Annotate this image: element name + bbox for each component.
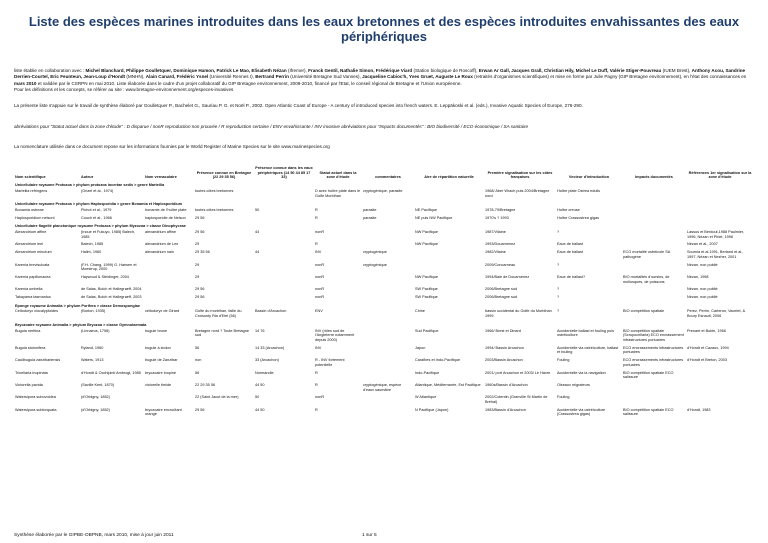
table-cell: 1994/Baie de Douarnenez (485, 274, 530, 279)
table-cell (414, 188, 484, 200)
table-cell: 1970's ? 1993 (485, 215, 509, 220)
intro-text: (Université Rennes I), (208, 74, 256, 80)
table-cell: NW Pacifique (415, 274, 439, 279)
taxon-group-row (14, 222, 754, 229)
table-cell: Balech, 1985 (81, 242, 104, 247)
table-cell: ENV (315, 309, 323, 314)
table-cell: N Pacifique (Japon) (415, 407, 449, 412)
table-cell (362, 370, 414, 382)
table-cell: 14 76 (255, 328, 265, 333)
species-name-cell: Watersipora subovoidea (15, 395, 56, 400)
table-cell: bugule de Zanzibar (145, 358, 178, 363)
table-cell: INV (315, 345, 322, 350)
table-cell: nonR (315, 287, 325, 292)
intro-text: (Université Bretagne Sud Vannes), (288, 74, 363, 80)
table-cell: Couch et al., 1966 (81, 215, 112, 220)
table-cell: BIO compétition spatiale ECO salissure (623, 407, 674, 417)
table-cell: 44 50 (255, 382, 265, 387)
table-cell: bryozoaire inopiné (145, 370, 177, 375)
table-cell: toutes côtes bretonnes (195, 188, 234, 193)
table-cell: W Atlantique (415, 395, 437, 400)
table-cell: 29 35 56 (195, 250, 210, 255)
table-cell: parasite (363, 207, 377, 212)
table-cell: D avec huître plate dans le Golfe Morbihan (315, 188, 361, 198)
table-cell: Accidentelle ballast et fouling puis ostréiculture (557, 328, 614, 338)
table-cell (686, 207, 754, 215)
table-cell: 29 56 (195, 215, 205, 220)
table-cell: (Burton, 1935) (81, 309, 106, 314)
column-header: Statut actuel dans la zone d'étude (319, 170, 357, 180)
table-cell: Pichot et al., 1979 (81, 207, 112, 212)
table-cell: Perez, Perrin, Carteron, Vacelet, & Boury Esnault, 2006 (687, 309, 746, 319)
table-cell: Ryland, 1960 (81, 345, 104, 350)
table-row (14, 394, 754, 406)
table-cell: (F.H. Chang, 1999) G. Hansen et Moestrup, 2000 (81, 262, 137, 272)
table-header-row (14, 166, 754, 181)
table-cell: cryptogénique, espèce d'eaux saumâtre (363, 382, 402, 392)
page-title: Liste des espèces marines introduites dans les eaux bretonnes et des espèces introduites envahissantes des eaux périphériques (28, 14, 740, 44)
table-row (14, 229, 754, 241)
table-cell: 1978-79/Bretagne (485, 207, 516, 212)
species-name-cell: Takayama tasmanica (15, 295, 51, 300)
table-cell (254, 241, 314, 249)
column-header: Nom vernaculaire (145, 175, 177, 180)
intro-text: (IUEM Brest), (661, 68, 692, 73)
table-cell: Nézan, non publié (687, 295, 718, 300)
column-header: Vecteur d'introduction (568, 175, 610, 180)
intro-website: Pour les définitions et les concepts, se référer au site : www.bretagne-environnement.org/especes-invasives (14, 86, 234, 92)
table-cell (362, 241, 414, 249)
table-cell: (Grizel et al., 1974) (81, 188, 114, 193)
table-cell: 44 (255, 250, 260, 255)
species-name-cell: Watersipora subtorquata (15, 407, 57, 412)
table-cell: NE Pacifique (415, 207, 437, 212)
table-row (14, 357, 754, 369)
table-cell: Lassus et Berdout,1988 Paulmier, 1996, Nézan et Piriet, 1996 (687, 230, 744, 239)
table-cell (144, 274, 194, 286)
column-header: Impacts documentés (635, 175, 673, 180)
table-cell: 29 (195, 262, 200, 267)
column-header: Nom scientifique (15, 175, 46, 180)
table-cell (144, 286, 194, 294)
column-header: Première signalisation sur les côtes françaises (487, 170, 553, 180)
table-cell (414, 262, 484, 274)
table-cell: NE puis NW Pacifique (415, 215, 453, 220)
table-cell (622, 382, 686, 394)
table-cell (622, 294, 686, 302)
table-cell: Accidentelle via la navigation (557, 370, 606, 375)
table-cell: Golfe du morbihan, faille du Croisonty Ria d'Etel (56) (195, 309, 242, 319)
table-row (14, 274, 754, 286)
table-row (14, 207, 754, 215)
table-cell: Eaux de ballast? (557, 274, 586, 279)
table-cell: 1968/ Aber Wrach puis 2004/Bretagne nord (485, 188, 550, 198)
table-cell: 29 56 (195, 230, 205, 235)
table-cell: ECO encrassements infrastructures portuaires (623, 345, 684, 355)
table-cell: Atlantique, Méditerranée, Est Pacifique (415, 382, 481, 387)
table-cell: Sud Pacifique (415, 328, 439, 333)
taxon-group-label: Unicellulaire royaume Protozoa > phylum protozoa incertae sedis > genre Marteilia (15, 183, 165, 188)
table-cell: Nézan, non publié (687, 287, 718, 292)
table-cell (144, 294, 194, 302)
table-row (14, 241, 754, 249)
species-name-cell: Karenia papilionacea (15, 274, 51, 279)
column-header: Références 1er signalisation sur la zone d'étude (688, 170, 752, 180)
table-cell: alexandrium de Lee (145, 242, 179, 247)
table-row (14, 294, 754, 302)
species-name-cell: Marteilia refringens (15, 188, 48, 193)
table-cell: alexandrium affine (145, 230, 176, 235)
table-cell (144, 394, 194, 406)
table-cell: bugule brune (145, 328, 168, 333)
table-row (14, 328, 754, 345)
table-cell: 1960s/Bassin d'Arcachon (485, 382, 528, 387)
taxon-group-label: Eponge royaume Animalia > phylum Porifera > classe Demospongiae (15, 303, 140, 308)
table-cell (686, 394, 754, 406)
table-cell: BIO mortalités d'oursins, de mollusques, de poissons (623, 274, 670, 284)
table-cell: 29 56 (195, 407, 205, 412)
table-cell: 29 56 (195, 287, 205, 292)
table-cell: Nézan et al., 2007 (687, 242, 718, 247)
table-cell: ? (557, 295, 560, 300)
intro-source: La présente liste s'appuie sur le travail de synthèse élaboré par Goulletquer P., Bachelet G., Sauriau P. G. et Noël P., 2002. Open Atlantic Coast of Europe - A century of introduced species into french waters. E. Leppäkoski et al. (eds.), Invasive Aquatic Species of Europe, 276-290. (14, 103, 583, 108)
table-cell: toutes côtes bretonnes (195, 207, 234, 212)
table-cell (686, 215, 754, 223)
footer-credit: Synthèse élaborée par le GIPBE-OBPNB, mars 2010, mise à jour juin 2011 (14, 533, 174, 538)
table-cell: bryozoaire encroûtant orange (145, 407, 182, 417)
table-cell: R (315, 242, 318, 247)
table-cell (254, 215, 314, 223)
intro-names: Franck Gentil, Nathalie Simon, Frédérique Viard (308, 68, 413, 73)
table-cell: Indo-Pacifique (415, 370, 440, 375)
intro-names: Anthony Acou, Sandrine Derrien-Courtel, Eric Feunteun, Jean-Loup d'Hondt (14, 68, 746, 80)
table-row (14, 286, 754, 294)
table-row (14, 382, 754, 394)
species-name-cell: Haplosporidium nelsoni (15, 215, 55, 220)
table-cell: non (195, 358, 202, 363)
table-cell: R (315, 215, 318, 220)
table-cell: de Salas, Bolch et Hallegraeff, 2003 (81, 295, 142, 300)
table-cell: 1993/Douarnenez (485, 242, 516, 247)
table-cell: 22 (Saint Jacut de la mer) (195, 395, 239, 400)
table-cell: ? (557, 309, 560, 314)
table-cell (362, 286, 414, 294)
table-cell: bassin occidental du Golfe du Morbihan 1999 (485, 309, 552, 319)
taxon-group-label: Unicellulaire royaume Protozoa > phylum Haplosporidia > genre Bonamia et Haplosporidium (15, 202, 183, 207)
table-cell: nonR (315, 230, 325, 235)
table-cell (622, 188, 686, 200)
table-cell: Huître Crassostrea gigas (557, 215, 599, 220)
table-cell: 33 (Arcachon) (255, 358, 279, 363)
table-cell: 1987/Vilaine (485, 230, 506, 235)
table-cell: 2001/ port Arcachon et 2003/ Le Havre (485, 370, 551, 375)
table-cell: Chine (415, 309, 425, 314)
intro-abbreviations: abréviations pour "Statut actuel dans la zone d'étude" : D disparue / nonR reproduction non prouvée / R reproduction certaine / ENV envahissante / INV invasive abréviations pour "Impacts documentés" : BIO biodiversité / ECO économique / SA sanitaire (14, 124, 529, 129)
table-row (14, 215, 754, 223)
table-cell: Nézan, non publié (687, 262, 718, 267)
table-cell: Prenant et Bobin, 1966 (687, 328, 726, 333)
intro-names: Alain Canard, Frédéric Ysnel (145, 74, 209, 80)
table-cell: Huître plate Ostrea edulis (557, 188, 601, 193)
table-cell: R (315, 207, 318, 212)
table-cell: parasite (363, 215, 377, 220)
table-cell: R (315, 370, 318, 375)
intro-text: liste établie en collaboration avec : (14, 68, 86, 73)
table-cell (362, 229, 414, 241)
table-cell: cryptogénique (363, 250, 387, 255)
table-row (14, 188, 754, 200)
table-cell: 14 33 (Arcachon) (255, 345, 285, 350)
table-cell (362, 345, 414, 357)
table-cell: nonR (315, 295, 325, 300)
intro-names: Michel Blanchard, Philippe Goulletquer, Dominique Hamon, Patrick Le Mao, Elisabeth Nézan (85, 68, 287, 73)
table-cell (254, 262, 314, 274)
table-row (14, 370, 754, 382)
column-header: commentaires (375, 175, 401, 180)
table-cell: 50 (255, 207, 260, 212)
table-cell: NW Pacifique (415, 230, 439, 235)
table-cell (144, 262, 194, 274)
species-name-cell: Karenia umbella (15, 287, 43, 292)
species-table (14, 166, 754, 419)
taxon-group-label: Unicellulaire flagellé planctonique royaume Protozoa > phylum Myzozoa > classe Dinophyceae (15, 224, 186, 229)
table-cell (144, 188, 194, 200)
table-cell (362, 274, 414, 286)
table-cell: 2009/Concarneau (485, 262, 516, 267)
intro-text: et validée par le CSRPN en mai 2010. Liste élaborée dans le cadre d'un projet collaboratif du GIP Bretagne environnement, 2009-2010, financé par l'Etat, le conseil régional de Bretagne et l'Union européenne. (36, 80, 462, 86)
column-header: Présence connue dans les eaux périphériques (14 50 44 85 17 33) (255, 166, 313, 180)
table-cell: Caraïbes et Indo-Pacifique (415, 358, 460, 363)
table-cell (686, 370, 754, 382)
table-cell: ? (557, 262, 560, 267)
column-header: Auteur (81, 175, 94, 180)
taxon-group-row (14, 181, 754, 188)
table-cell (686, 382, 754, 394)
column-header: Présence connue en Bretagne (22 29 35 56) (196, 170, 252, 180)
table-cell: Eaux de ballast (557, 242, 583, 247)
species-name-cell: Alexandrium minutum (15, 250, 52, 255)
species-name-cell: Caulibugula zanzibariensis (15, 358, 61, 363)
table-row (14, 249, 754, 261)
table-cell: Japon (415, 345, 426, 350)
species-name-cell: Bugula stolonifera (15, 345, 46, 350)
species-name-cell: Karenia brevisulcata (15, 262, 50, 267)
table-cell: 56 (195, 345, 200, 350)
species-name-cell: Alexandrium affine (15, 230, 47, 235)
table-cell: R - INV fortement potentielle (315, 358, 345, 367)
table-cell (622, 262, 686, 274)
table-cell (254, 274, 314, 286)
table-cell: nonR (315, 274, 325, 279)
table-cell: d'Hondt & Occhipinti Ambrogi, 1985 (81, 370, 141, 375)
table-cell (414, 249, 484, 261)
intro-names: Erwan Ar Gall, Jacques Grall, Christian Hily, Michel Le Duff, Valérie Stiger-Pouvreau (478, 68, 662, 73)
table-cell (622, 394, 686, 406)
table-cell: 29 (195, 274, 200, 279)
intro-text: (MNHN), (125, 74, 146, 80)
table-cell (362, 407, 414, 419)
table-cell: ? (557, 230, 560, 235)
table-row (14, 407, 754, 419)
species-name-cell: Victorella pavida (15, 382, 43, 387)
taxon-group-row (14, 302, 754, 309)
table-cell (622, 215, 686, 223)
intro-names: Bertrand Perrin (255, 74, 289, 80)
table-cell (254, 286, 314, 294)
table-cell: 44 50 (255, 407, 265, 412)
species-name-cell: Alexandrium leei (15, 242, 44, 247)
species-name-cell: Bonamia ostreae (15, 207, 44, 212)
table-cell: 1983/Bassin d'Arcachon (485, 407, 526, 412)
table-cell: Accidentelle via ostréiculture, ballast et fouling (557, 345, 619, 355)
table-cell: NW Pacifique (415, 242, 439, 247)
table-cell (686, 188, 754, 200)
table-cell (622, 241, 686, 249)
table-cell: Waters, 1913 (81, 358, 104, 363)
table-cell: (d'Orbigny, 1852) (81, 407, 110, 412)
table-cell: bugule à stolon (145, 345, 171, 350)
table-cell: 2006/Bretagne sud (485, 287, 518, 292)
species-name-cell: Tricellaria inopinata (15, 370, 48, 375)
table-cell (362, 357, 414, 369)
table-cell: d'Hondt, 1983 (687, 407, 711, 412)
intro-names: Jacqueline Cabioc'h, Yves Gruet, Auguste Le Roux (362, 74, 473, 80)
table-cell: (Linnaeus, 1758) (81, 328, 110, 333)
table-cell: ECO mortalité ostréicole SA pathogène (623, 250, 671, 259)
table-cell: haplosporidie de Nelson (145, 215, 186, 220)
table-cell: 2006/Bretagne sud (485, 295, 518, 300)
intro-date: mars 2010 (14, 80, 37, 86)
table-cell (362, 308, 414, 320)
table-cell: de Salas, Bolch et Hallegraeff, 2004 (81, 287, 142, 292)
table-cell: R (315, 382, 318, 387)
table-cell: victorelle timide (145, 382, 172, 387)
table-cell: Bassin d'Arcachon (255, 309, 287, 314)
table-cell: SW Pacifique (415, 287, 438, 292)
table-cell: 1994/ Bassin Arcachon (485, 345, 524, 350)
table-cell: Accidentelle via ostréiculture (Crassostrea gigas) (557, 407, 606, 417)
table-cell: SW Pacifique (415, 295, 438, 300)
table-cell: Fouling (557, 395, 570, 400)
intro-nomenclature: La nomenclature utilisée dans ce document repose sur les informations fournies par le World Register of Marine Species sur le site www.marinespecies.org (14, 144, 330, 149)
table-cell: alexandrium nain (145, 250, 174, 255)
table-cell (622, 229, 686, 241)
table-cell: d'Hondt et Breton, 2003 (687, 358, 727, 363)
table-cell: 22 29 35 56 (195, 382, 216, 387)
intro-text: (retraités d'organismes scientifiques) et mise en forme par Julie Pagny (GIP Bretagne environnement), en l'état des connaissances en (473, 74, 747, 80)
species-name-cell: Celtodoryx ciocalyptoides (15, 309, 59, 314)
table-row (14, 345, 754, 357)
table-cell: 56 (195, 370, 200, 375)
table-cell: (Inoue et Fukuyo, 1985) Balech, 1985 (81, 230, 136, 239)
table-cell: Eaux de ballast (557, 250, 583, 255)
table-cell: ? (557, 287, 560, 292)
table-cell: celtodoryx de Girard (145, 309, 180, 314)
table-cell: BIO compétition spatiale (623, 309, 665, 314)
table-cell: 1982/Vilaine (485, 250, 506, 255)
column-header: Aire de répartition naturelle (424, 175, 474, 180)
intro-text: (Station biologique de Roscoff), (412, 68, 479, 73)
table-cell: Bretagne nord ? Toute Bretagne sud (195, 328, 249, 338)
page-number: 1 sur 5 (362, 533, 377, 538)
table-cell: Oiseaux migrateurs (557, 382, 590, 387)
table-cell: 29 56 (195, 295, 205, 300)
taxon-group-label: Bryozoaire royaume Animalia > phylum Bryozoa > classe Gymnolaemata (15, 322, 147, 327)
table-cell (362, 294, 414, 302)
table-cell (622, 207, 686, 215)
table-cell: cryptogénique (363, 262, 387, 267)
taxon-group-row (14, 200, 754, 207)
table-cell: BIO compétition spatiale ECO salissure (623, 370, 674, 380)
table-cell: d'Hondt et Cazaux, 1994 (687, 345, 729, 350)
table-cell: Haywood & Steidinger, 2004 (81, 274, 129, 279)
table-cell: R (315, 407, 318, 412)
table-cell: 2002/Cotentin (Granville St Martin de Bréhal) (485, 395, 548, 405)
table-cell: bonamie de l'huître plate (145, 207, 187, 212)
table-cell (362, 328, 414, 345)
table-cell: Nézan, 1998 (687, 274, 709, 279)
table-cell: INV (315, 250, 322, 255)
table-cell: ECO encrassements infrastructures portuaires (623, 358, 684, 367)
table-cell: 50 (255, 395, 260, 400)
table-cell: cryptogénique, parasite (363, 188, 403, 193)
species-name-cell: Bugula neritina (15, 328, 41, 333)
table-cell: (Saville Kent, 1870) (81, 382, 115, 387)
table-cell: nonR (315, 262, 325, 267)
table-cell (362, 394, 414, 406)
table-cell: BIO compétition spatiale (Scrupocellaria) ECO encrassement infrastructures portuaires (623, 328, 684, 342)
table-cell: 44 (255, 230, 260, 235)
table-cell: Normandie (255, 370, 274, 375)
table-cell (622, 286, 686, 294)
intro-collaborators (14, 68, 756, 93)
taxon-group-row (14, 321, 754, 328)
table-cell (254, 294, 314, 302)
table-cell: INV (rôles sud de l'Angleterre notamment depuis 2000) (315, 328, 355, 342)
table-cell: 2003/Bassin Arcachon (485, 358, 523, 363)
table-cell: nonR (315, 395, 325, 400)
table-cell: Sournia et al.1991, Berland et al., 1997, Nézan et Nezher, 2001 (687, 250, 744, 259)
table-cell: Huître creuse (557, 207, 580, 212)
table-cell (254, 188, 314, 200)
table-row (14, 262, 754, 274)
table-cell: 1966/ Brest et Dinard (485, 328, 521, 333)
table-cell: Fouling (557, 358, 570, 363)
table-row (14, 308, 754, 320)
table-cell: Halim, 1960 (81, 250, 102, 255)
table-cell: (d'Orbigny, 1852) (81, 395, 110, 400)
intro-text: (Ifremer), (286, 68, 309, 73)
table-cell: 29 (195, 242, 200, 247)
